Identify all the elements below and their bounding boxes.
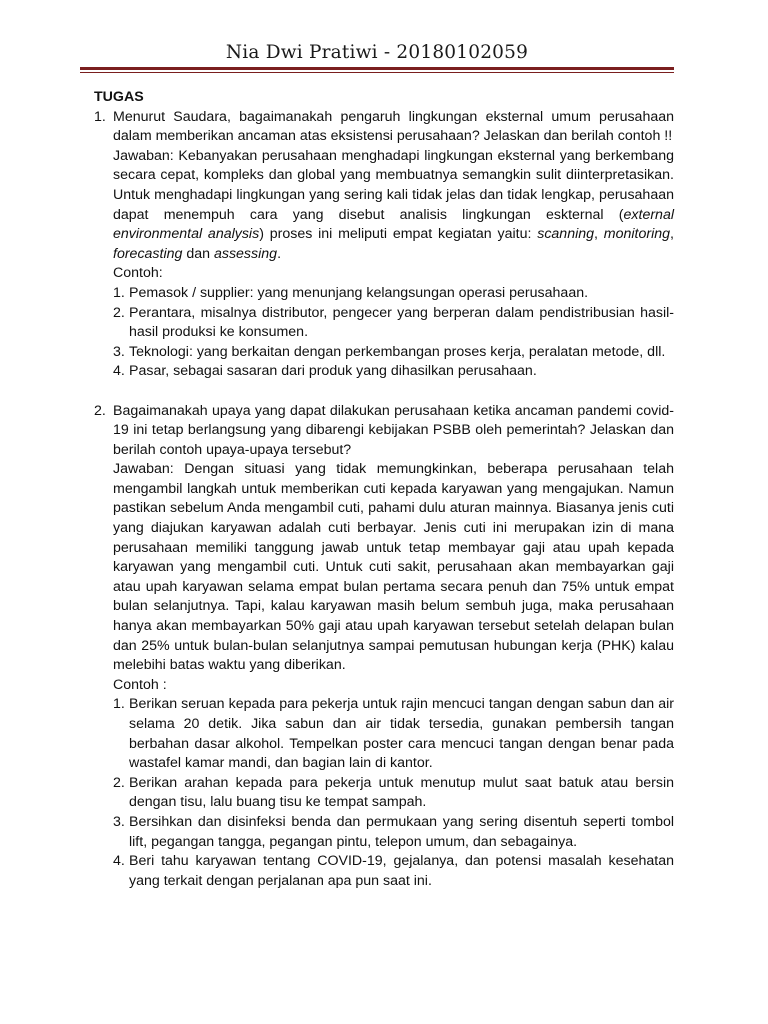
- list-item: [113, 774, 674, 813]
- question-2: [94, 402, 674, 892]
- answer-emphasis: monitoring: [603, 226, 671, 243]
- list-item-text: Teknologi: yang berkaitan dengan perkembangan proses kerja, peralatan metode, dll.: [129, 343, 666, 360]
- header-rule-thick: [80, 67, 674, 70]
- question-1: [94, 108, 674, 382]
- list-item-number: 3.: [113, 813, 125, 830]
- section-heading: TUGAS: [94, 89, 144, 105]
- header-rule-thin: [80, 72, 674, 73]
- list-item: [113, 304, 674, 343]
- answer-segment: Jawaban: Kebanyakan perusahaan menghadapi lingkungan eksternal yang berkembang secara cepat, kompleks dan global yang membuatnya semangkin sulit diinterpretasikan. Untuk menghadapi lingkungan yang sering kali tidak jelas dan tidak lengkap, perusahaan dapat menempuh cara yang disebut analisis lingkungan eskternal (: [113, 147, 674, 223]
- contoh-label: Contoh:: [113, 265, 163, 282]
- document-body: [94, 88, 674, 891]
- question-number: 1.: [94, 108, 106, 125]
- question-text: Menurut Saudara, bagaimanakah pengaruh lingkungan eksternal umum perusahaan dalam memberikan ancaman atas eksistensi perusahaan? Jelaskan dan berilah contoh !!: [113, 108, 674, 145]
- list-item-number: 2.: [113, 304, 125, 321]
- answer-separator: ,: [594, 226, 604, 243]
- list-item-text: Bersihkan dan disinfeksi benda dan permukaan yang sering disentuh seperti tombol lift, pegangan tangga, pegangan pintu, telepon umum, dan sebagainya.: [129, 813, 674, 850]
- question-text: Bagaimanakah upaya yang dapat dilakukan perusahaan ketika ancaman pandemi covid-19 ini tetap berlangsung yang dibarengi kebijakan PSBB oleh pemerintah? Jelaskan dan berilah contoh upaya-upaya tersebut?: [113, 402, 674, 458]
- list-item-text: Pasar, sebagai sasaran dari produk yang dihasilkan perusahaan.: [129, 363, 537, 380]
- list-item-number: 4.: [113, 853, 125, 870]
- list-item: [113, 813, 674, 852]
- list-item-number: 1.: [113, 284, 125, 301]
- answer-segment: .: [277, 245, 282, 262]
- list-item-number: 1.: [113, 696, 125, 713]
- list-item: [113, 343, 674, 363]
- list-item-text: Berikan arahan kepada para pekerja untuk menutup mulut saat batuk atau bersin dengan tisu, lalu buang tisu ke tempat sampah.: [129, 774, 674, 811]
- answer-text: [113, 147, 674, 265]
- answer-emphasis: external environmental analysis: [113, 206, 674, 243]
- answer-segment: dan: [182, 245, 214, 262]
- answer-emphasis: forecasting: [113, 245, 183, 262]
- answer-segment: ) proses ini meliputi empat kegiatan yaitu:: [259, 226, 538, 243]
- question-1-body: [113, 108, 674, 382]
- list-item-text: Beri tahu karyawan tentang COVID-19, gejalanya, dan potensi masalah kesehatan yang terkait dengan perjalanan apa pun saat ini.: [129, 853, 674, 889]
- question-2-body: [113, 402, 674, 892]
- answer-separator: ,: [670, 226, 674, 243]
- answer-text: Jawaban: Dengan situasi yang tidak memungkinkan, beberapa perusahaan telah mengambil langkah untuk memberikan cuti kepada karyawan yang mengajukan. Namun pastikan sebelum Anda mengambil cuti, pahami dulu aturan mainnya. Biasanya jenis cuti yang diajukan karyawan adalah cuti berbayar. Jenis cuti ini merupakan izin di mana perusahaan memiliki tanggung jawab untuk tetap membayar gaji atau upah kepada karyawan yang mengambil cuti. Untuk cuti sakit, perusahaan akan membayarkan gaji atau upah karyawan selama empat bulan pertama secara penuh dan 75% untuk empat bulan selanjutnya. Tapi, kalau karyawan masih belum sembuh juga, maka perusahaan hanya akan membayarkan 50% gaji atau upah karyawan tersebut setelah delapan bulan dan 25% untuk bulan-bulan selanjutnya sampai pemutusan hubungan kerja (PHK) kalau melebihi batas waktu yang diberikan.: [113, 461, 674, 674]
- list-item: [113, 695, 674, 773]
- paragraph-gap: [94, 382, 674, 402]
- list-item-text: Perantara, misalnya distributor, pengecer yang berperan dalam pendistribusian hasil-hasil produksi ke konsumen.: [129, 304, 674, 341]
- list-item-text: Berikan seruan kepada para pekerja untuk rajin mencuci tangan dengan sabun dan air selama 20 detik. Jika sabun dan air tidak tersedia, gunakan pembersih tangan berbahan dasar alkohol. Tempelkan poster cara mencuci tangan dengan benar pada wastafel kamar mandi, dan bagian lain di kantor.: [129, 696, 674, 772]
- document-header-title: Nia Dwi Pratiwi - 20180102059: [225, 42, 529, 63]
- list-item-number: 3.: [113, 343, 125, 360]
- list-item: [113, 284, 674, 304]
- question-number: 2.: [94, 402, 106, 419]
- list-item-number: 2.: [113, 774, 125, 791]
- list-item-number: 4.: [113, 363, 125, 380]
- answer-emphasis: scanning: [537, 226, 595, 243]
- list-item: [113, 852, 674, 891]
- list-item-text: Pemasok / supplier: yang menunjang kelangsungan operasi perusahaan.: [129, 284, 589, 301]
- list-item: [113, 362, 674, 382]
- contoh-label: Contoh :: [113, 676, 167, 693]
- answer-emphasis: assessing: [213, 245, 278, 262]
